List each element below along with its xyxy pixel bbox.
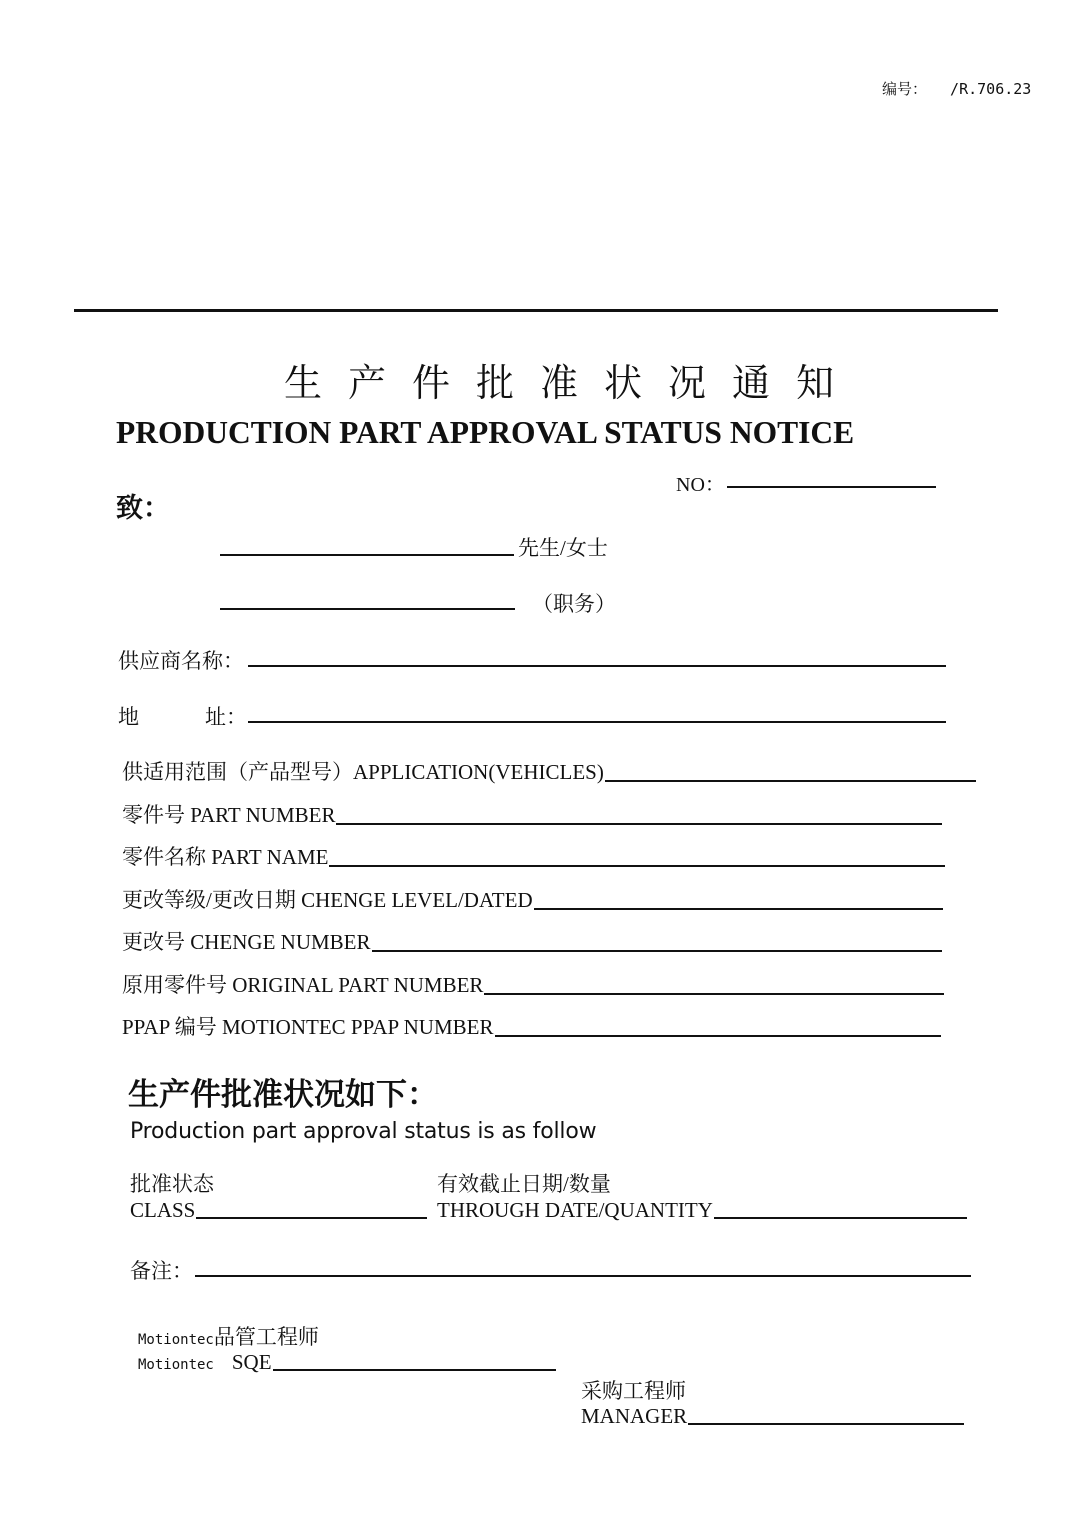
field-line-application[interactable] [605, 780, 976, 782]
field-row-change-level[interactable] [122, 884, 943, 914]
field-label-application: 供适用范围（产品型号）APPLICATION(VEHICLES) [122, 760, 604, 784]
class-label-en: CLASS [130, 1198, 196, 1222]
field-label-part-name: 零件名称 PART NAME [122, 845, 329, 869]
field-row-original-part[interactable] [122, 969, 944, 999]
address-field[interactable] [248, 721, 946, 723]
field-row-application[interactable] [122, 756, 976, 786]
sqe-label-en: SQE [231, 1350, 272, 1374]
document-number-value: /R.706.23 [950, 80, 1032, 98]
field-line-change-level[interactable] [534, 908, 943, 910]
field-line-change-number[interactable] [372, 950, 942, 952]
sqe-row[interactable] [138, 1350, 556, 1375]
sqe-company-prefix-en: Motiontec [138, 1357, 214, 1373]
manager-label-en: MANAGER [581, 1404, 688, 1428]
field-label-original-part: 原用零件号 ORIGINAL PART NUMBER [122, 973, 484, 997]
supplier-label: 供应商名称： [118, 649, 244, 673]
field-line-part-number[interactable] [336, 823, 942, 825]
through-date-label-en: THROUGH DATE/QUANTITY [437, 1198, 713, 1222]
to-label: 致： [116, 493, 170, 523]
sqe-label-cn [138, 1321, 319, 1351]
field-line-part-name[interactable] [329, 865, 945, 867]
status-heading-cn: 生产件批准状况如下： [128, 1077, 438, 1113]
sqe-company-prefix: Motiontec [138, 1332, 214, 1348]
field-line-original-part[interactable] [484, 993, 944, 995]
recipient-name-field[interactable] [220, 554, 514, 556]
class-field[interactable] [196, 1217, 427, 1219]
field-row-part-number[interactable] [122, 799, 942, 829]
field-row-change-number[interactable] [122, 926, 942, 956]
through-date-field[interactable] [714, 1217, 967, 1219]
page-title-cn: 生产件批准状况通知 [284, 363, 861, 405]
remarks-label: 备注： [130, 1259, 193, 1283]
class-row[interactable] [130, 1198, 427, 1223]
page-title-en: PRODUCTION PART APPROVAL STATUS NOTICE [116, 415, 855, 450]
recipient-title-suffix: 先生/女士 [518, 536, 608, 560]
through-date-row[interactable] [437, 1198, 967, 1223]
field-label-ppap-number: PPAP 编号 MOTIONTEC PPAP NUMBER [122, 1015, 494, 1039]
field-row-part-name[interactable] [122, 841, 945, 871]
field-label-change-number: 更改号 CHENGE NUMBER [122, 930, 371, 954]
field-label-change-level: 更改等级/更改日期 CHENGE LEVEL/DATED [122, 888, 533, 912]
supplier-name-field[interactable] [248, 665, 946, 667]
address-label-end: 址： [205, 705, 247, 729]
document-number [882, 78, 1031, 99]
header-divider [74, 309, 998, 312]
manager-row[interactable] [581, 1404, 964, 1429]
address-label-start: 地 [118, 705, 139, 729]
field-label-part-number: 零件号 PART NUMBER [122, 803, 336, 827]
remarks-field[interactable] [195, 1275, 971, 1277]
sqe-title-cn: 品管工程师 [213, 1325, 319, 1349]
sqe-signature-field[interactable] [273, 1369, 556, 1371]
manager-signature-field[interactable] [688, 1423, 964, 1425]
notice-number-field[interactable] [727, 486, 936, 488]
recipient-position-field[interactable] [220, 608, 515, 610]
manager-label-cn: 采购工程师 [581, 1379, 686, 1403]
position-label: （职务） [532, 592, 616, 616]
through-date-label-cn: 有效截止日期/数量 [437, 1172, 611, 1196]
document-number-label: 编号： [882, 80, 928, 98]
field-row-ppap-number[interactable] [122, 1011, 941, 1041]
notice-number-label: NO： [676, 474, 725, 496]
status-heading-en: Production part approval status is as follow [130, 1119, 597, 1144]
class-label-cn: 批准状态 [130, 1172, 214, 1196]
field-line-ppap-number[interactable] [495, 1035, 942, 1037]
